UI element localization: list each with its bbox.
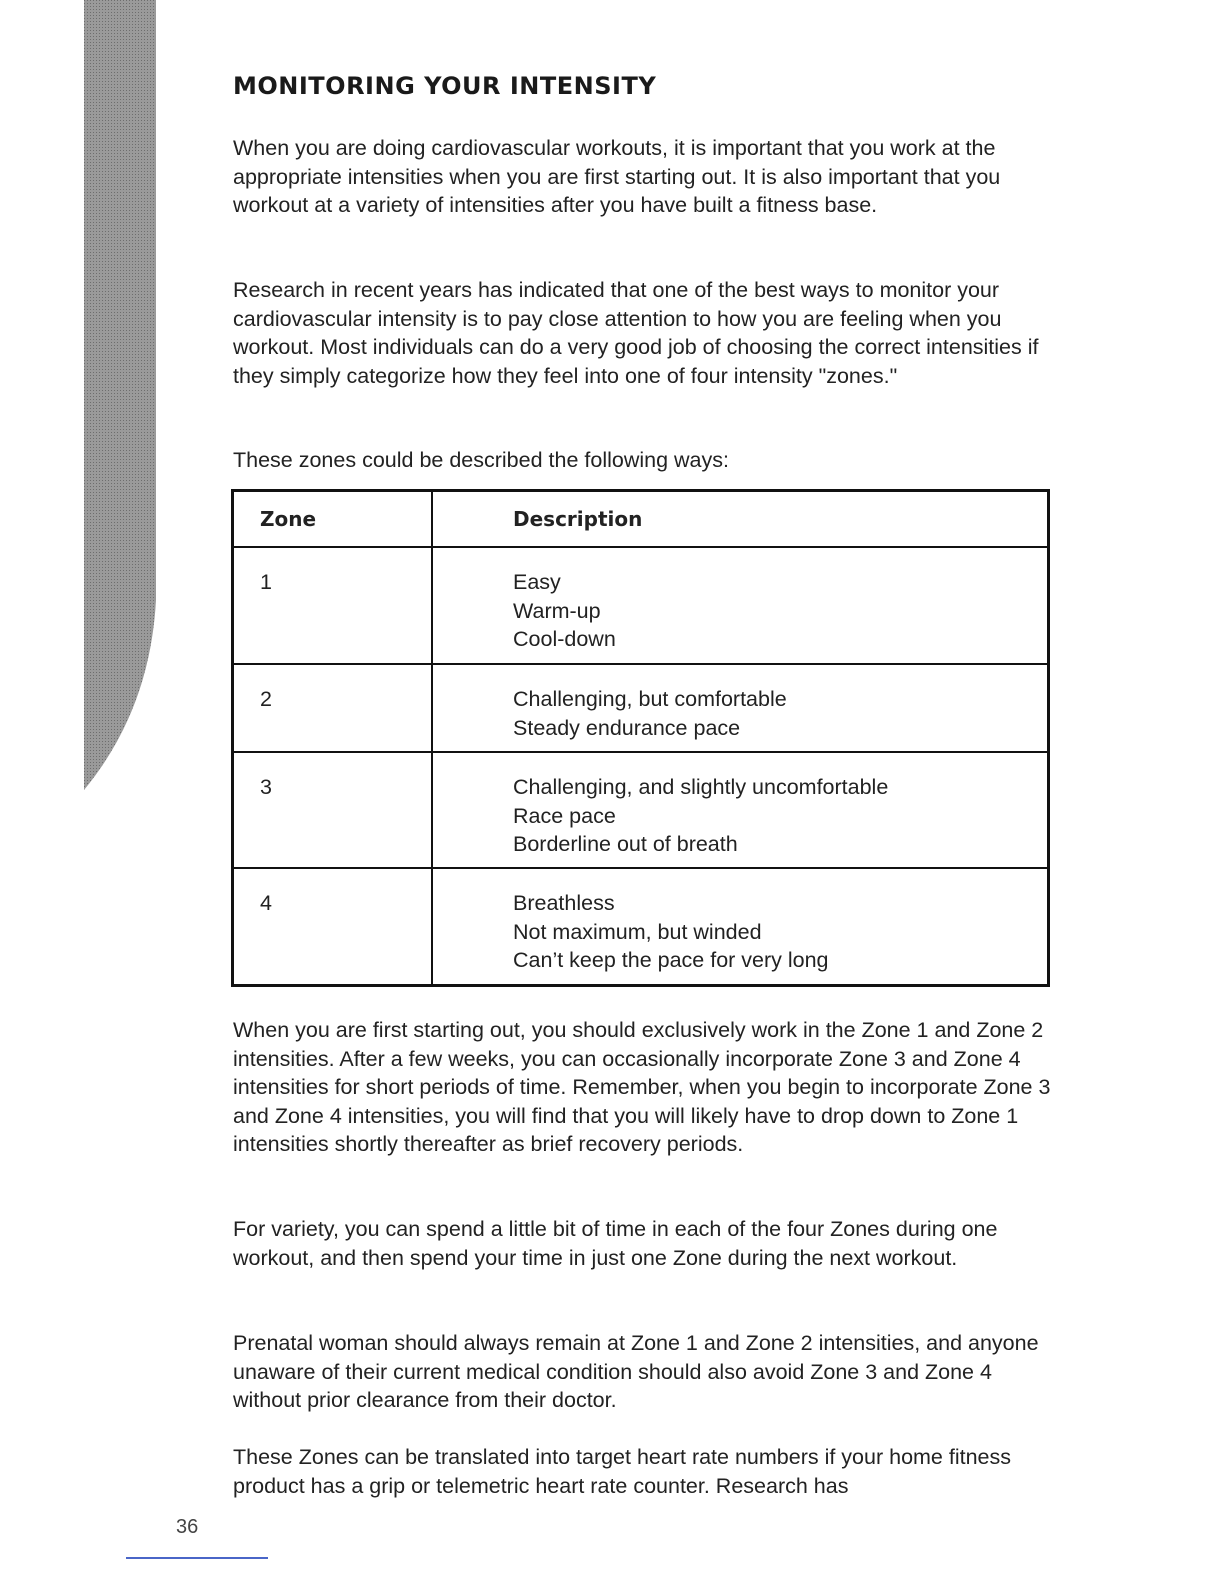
footer-rule	[126, 1557, 268, 1559]
side-tab-shape	[84, 0, 156, 790]
description-line: Not maximum, but winded	[513, 919, 762, 944]
description-line: Can’t keep the pace for very long	[513, 948, 829, 973]
zone-description	[432, 664, 1049, 752]
table-row	[233, 752, 1049, 868]
research-paragraph: Research in recent years has indicated that one of the best ways to monitor your cardiovascular intensity is to pay close attention to how you are feeling when you workout. Most individuals can do a very good job of choosing the correct intensities if they simply categorize how they feel into one of four intensity "zones."	[233, 278, 1039, 388]
description-line: Easy	[513, 570, 561, 594]
starting-out-paragraph: When you are first starting out, you should exclusively work in the Zone 1 and Zone 2 intensities. After a few weeks, you can occasionally incorporate Zone 3 and Zone 4 intensities for short periods of time. Remember, when you begin to incorporate Zone 3 and Zone 4 intensities, you will find that you will likely have to drop down to Zone 1 intensities shortly thereafter as brief recovery periods.	[233, 1018, 1051, 1157]
zone-number: 1	[233, 547, 433, 664]
zone-number: 4	[233, 868, 433, 986]
zone-description	[432, 752, 1049, 868]
description-line: Race pace	[513, 803, 616, 828]
zone-description	[432, 868, 1049, 986]
heart-rate-paragraph: These Zones can be translated into target heart rate numbers if your home fitness product has a grip or telemetric heart rate counter. Research has	[233, 1445, 1011, 1498]
page-content	[233, 72, 1053, 1498]
zone-number: 2	[233, 664, 433, 752]
zone-column-header: Zone	[233, 491, 433, 548]
zone-description	[432, 547, 1049, 664]
description-line: Warm-up	[513, 598, 601, 623]
description-line: Breathless	[513, 891, 615, 915]
variety-paragraph: For variety, you can spend a little bit of time in each of the four Zones during one workout, and then spend your time in just one Zone during the next workout.	[233, 1217, 998, 1270]
side-tab-label: FITNESS GUIDE	[166, 120, 243, 272]
description-line: Challenging, but comfortable	[513, 687, 787, 711]
zone-table-header-row	[233, 491, 1049, 548]
description-line: Cool-down	[513, 627, 616, 652]
description-line: Challenging, and slightly uncomfortable	[513, 775, 889, 799]
prenatal-paragraph: Prenatal woman should always remain at Zone 1 and Zone 2 intensities, and anyone unaware of their current medical condition should also avoid Zone 3 and Zone 4 without prior clearance from their doctor.	[233, 1331, 1039, 1413]
page-number: 36	[176, 1516, 199, 1538]
zone-table	[231, 489, 1050, 987]
intro-paragraph: When you are doing cardiovascular workouts, it is important that you work at the appropriate intensities when you are first starting out. It is also important that you workout at a variety of intensities after you have built a fitness base.	[233, 136, 1001, 218]
table-row	[233, 664, 1049, 752]
zones-lead-paragraph: These zones could be described the following ways:	[233, 448, 729, 472]
table-row	[233, 547, 1049, 664]
zone-number: 3	[233, 752, 433, 868]
description-line: Steady endurance pace	[513, 715, 741, 740]
description-line: Borderline out of breath	[513, 832, 738, 857]
description-column-header: Description	[432, 491, 1049, 548]
side-tab	[84, 0, 243, 790]
table-row	[233, 868, 1049, 986]
page-title: MONITORING YOUR INTENSITY	[233, 72, 657, 100]
